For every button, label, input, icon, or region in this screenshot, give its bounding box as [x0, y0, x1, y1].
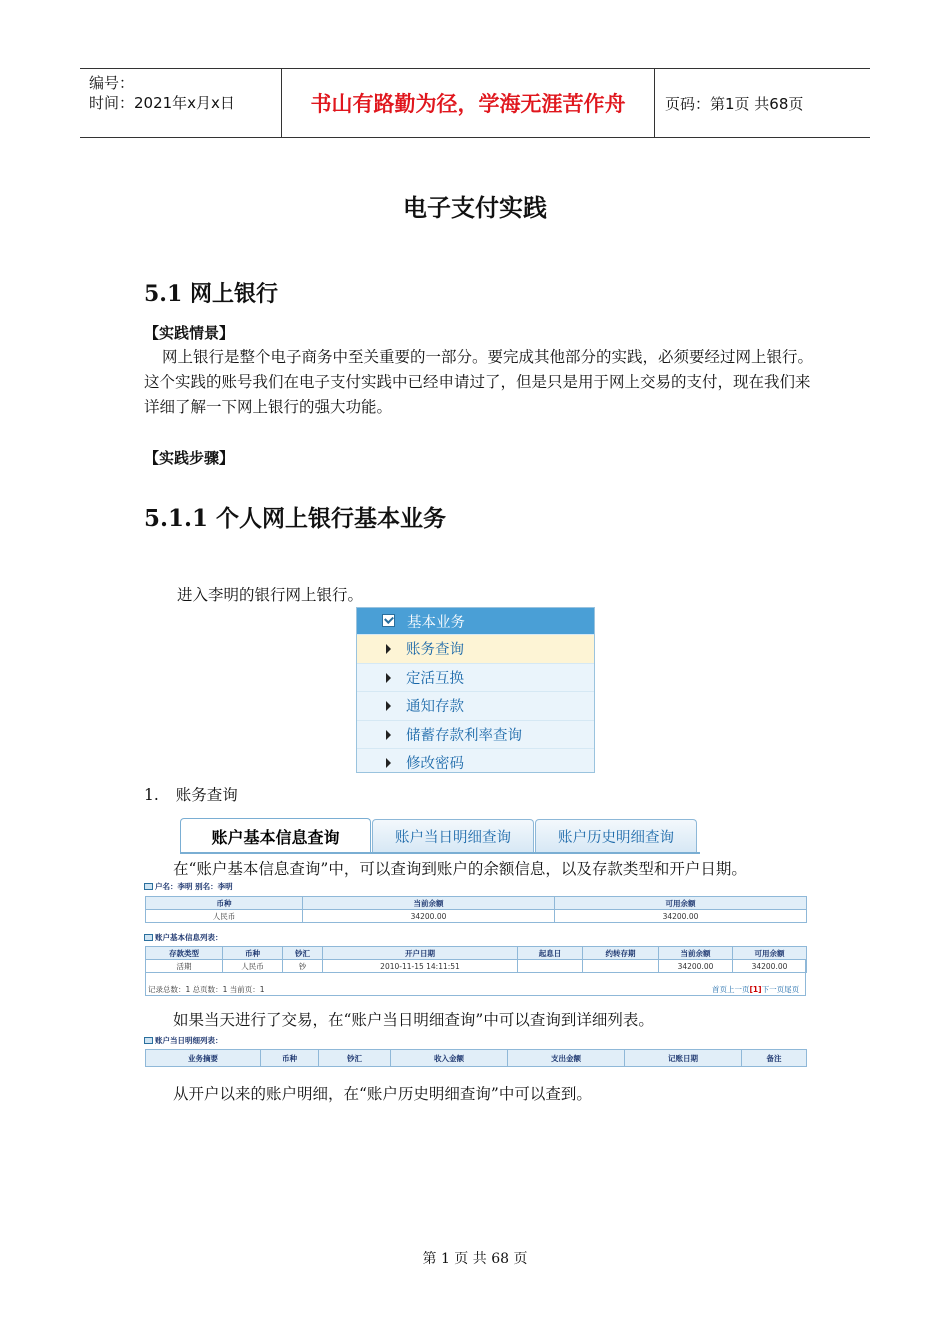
account-caption-text: 户名：李明 别名：李明 [155, 882, 233, 891]
today-list-caption [144, 1035, 223, 1046]
account-caption [144, 881, 233, 892]
basic-list-caption [144, 932, 223, 943]
menu-item-label: 定活互换 [406, 670, 464, 687]
tab-baseline [180, 852, 700, 854]
cell [583, 960, 659, 973]
col-summary: 业务摘要 [146, 1050, 261, 1067]
today-detail-table [145, 1049, 807, 1067]
menu-item-account-query[interactable] [357, 634, 594, 663]
page-footer: 第 1 页 共 68 页 [422, 1251, 528, 1267]
menu-header-label: 基本业务 [407, 614, 465, 631]
basic-info-paragraph: 在“账户基本信息查询”中，可以查询到账户的余额信息，以及存款类型和开户日期。 [173, 860, 747, 878]
list-item-text: 账务查询 [175, 786, 238, 804]
cell: 活期 [146, 960, 223, 973]
section-number: 5.1 [144, 281, 183, 307]
menu-item-label: 修改密码 [406, 756, 464, 773]
account-summary-table [145, 896, 807, 923]
triangle-right-icon [386, 701, 391, 711]
document-header [80, 68, 870, 138]
menu-item-label: 通知存款 [406, 699, 464, 716]
subsection-number: 5.1.1 [144, 505, 209, 532]
list-item-number: 1. [144, 786, 159, 804]
current-page: [1] [749, 985, 762, 994]
list-item-1 [144, 783, 814, 808]
col-current-balance: 当前余额 [659, 947, 733, 960]
page-title: 电子支付实践 [403, 194, 547, 222]
header-motto: 书山有路勤为径，学海无涯苦作舟 [282, 69, 655, 137]
scenario-label: 【实践情景】 [144, 324, 235, 342]
tab-history-detail[interactable]: 账户历史明细查询 [535, 819, 697, 852]
cell: 34200.00 [303, 910, 555, 923]
triangle-right-icon [386, 673, 391, 683]
menu-header[interactable] [357, 608, 594, 634]
scenario-paragraph: 网上银行是整个电子商务中至关重要的一部分。要完成其他部分的实践，必须要经过网上银行。这个实践的账号我们在电子支付实践中已经申请过了，但是只是用于网上交易的支付，现在我们来详细了解一下网上银行的强大功能。 [144, 348, 814, 416]
next-page-link[interactable]: 下一页 [761, 985, 785, 994]
col-currency: 币种 [261, 1050, 319, 1067]
menu-item-rate-query[interactable] [357, 720, 594, 749]
subsection-title: 个人网上银行基本业务 [216, 506, 447, 532]
col-available-balance: 可用余额 [733, 947, 807, 960]
header-time: 时间：2021年x月x日 [89, 94, 235, 112]
enter-bank-text: 进入李明的银行网上银行。 [177, 586, 364, 604]
section-heading [144, 277, 278, 308]
cell [518, 960, 583, 973]
col-available-balance: 可用余额 [555, 897, 807, 910]
last-page-link[interactable]: 尾页 [784, 985, 800, 994]
collapse-checkbox-icon [382, 614, 395, 627]
cell: 人民币 [223, 960, 283, 973]
basic-info-table [145, 946, 807, 973]
col-cash-remit: 钞汇 [319, 1050, 391, 1067]
header-meta [80, 69, 282, 137]
col-open-date: 开户日期 [323, 947, 518, 960]
basic-list-caption-text: 账户基本信息列表： [155, 933, 223, 942]
col-currency: 币种 [146, 897, 303, 910]
table-icon [144, 1037, 153, 1044]
menu-item-fixed-current-exchange[interactable] [357, 663, 594, 692]
col-income: 收入金额 [391, 1050, 508, 1067]
cell: 2010-11-15 14:11:51 [323, 960, 518, 973]
triangle-right-icon [386, 730, 391, 740]
triangle-right-icon [386, 758, 391, 768]
subsection-heading [144, 500, 446, 533]
today-list-caption-text: 账户当日明细列表： [155, 1036, 223, 1045]
col-remark: 备注 [742, 1050, 807, 1067]
menu-item-label: 账务查询 [406, 642, 464, 659]
cell: 钞 [283, 960, 323, 973]
header-page-info: 页码：第1页 共68页 [665, 94, 804, 113]
menu-item-label: 储蓄存款利率查询 [406, 727, 522, 744]
table-icon [144, 934, 153, 941]
menu-item-notice-deposit[interactable] [357, 691, 594, 720]
table-row [146, 910, 807, 923]
cell: 34200.00 [659, 960, 733, 973]
col-term: 约转存期 [583, 947, 659, 960]
record-summary: 记录总数：1 总页数：1 当前页：1 [148, 985, 265, 994]
basic-business-menu [356, 607, 595, 773]
tab-today-detail[interactable]: 账户当日明细查询 [372, 819, 534, 852]
col-posting-date: 记账日期 [625, 1050, 742, 1067]
history-detail-paragraph: 从开户以来的账户明细，在“账户历史明细查询”中可以查到。 [173, 1085, 592, 1103]
pagination [712, 984, 799, 995]
section-title: 网上银行 [189, 282, 278, 307]
tab-basic-info[interactable]: 账户基本信息查询 [180, 818, 371, 854]
cell: 人民币 [146, 910, 303, 923]
table-icon [144, 883, 153, 890]
header-number: 编号： [89, 74, 135, 92]
prev-page-link[interactable]: 上一页 [727, 985, 750, 994]
steps-label: 【实践步骤】 [144, 449, 235, 467]
col-expense: 支出金额 [508, 1050, 625, 1067]
col-cash-remit: 钞汇 [283, 947, 323, 960]
cell: 34200.00 [733, 960, 807, 973]
col-currency: 币种 [223, 947, 283, 960]
first-page-link[interactable]: 首页 [712, 985, 727, 994]
menu-item-change-password[interactable] [357, 748, 594, 777]
today-detail-paragraph: 如果当天进行了交易，在“账户当日明细查询”中可以查询到详细列表。 [173, 1011, 654, 1029]
query-tabs [180, 818, 700, 854]
cell: 34200.00 [555, 910, 807, 923]
table-row [146, 960, 807, 973]
col-deposit-type: 存款类型 [146, 947, 223, 960]
col-current-balance: 当前余额 [303, 897, 555, 910]
col-value-date: 起息日 [518, 947, 583, 960]
triangle-right-icon [386, 644, 391, 654]
